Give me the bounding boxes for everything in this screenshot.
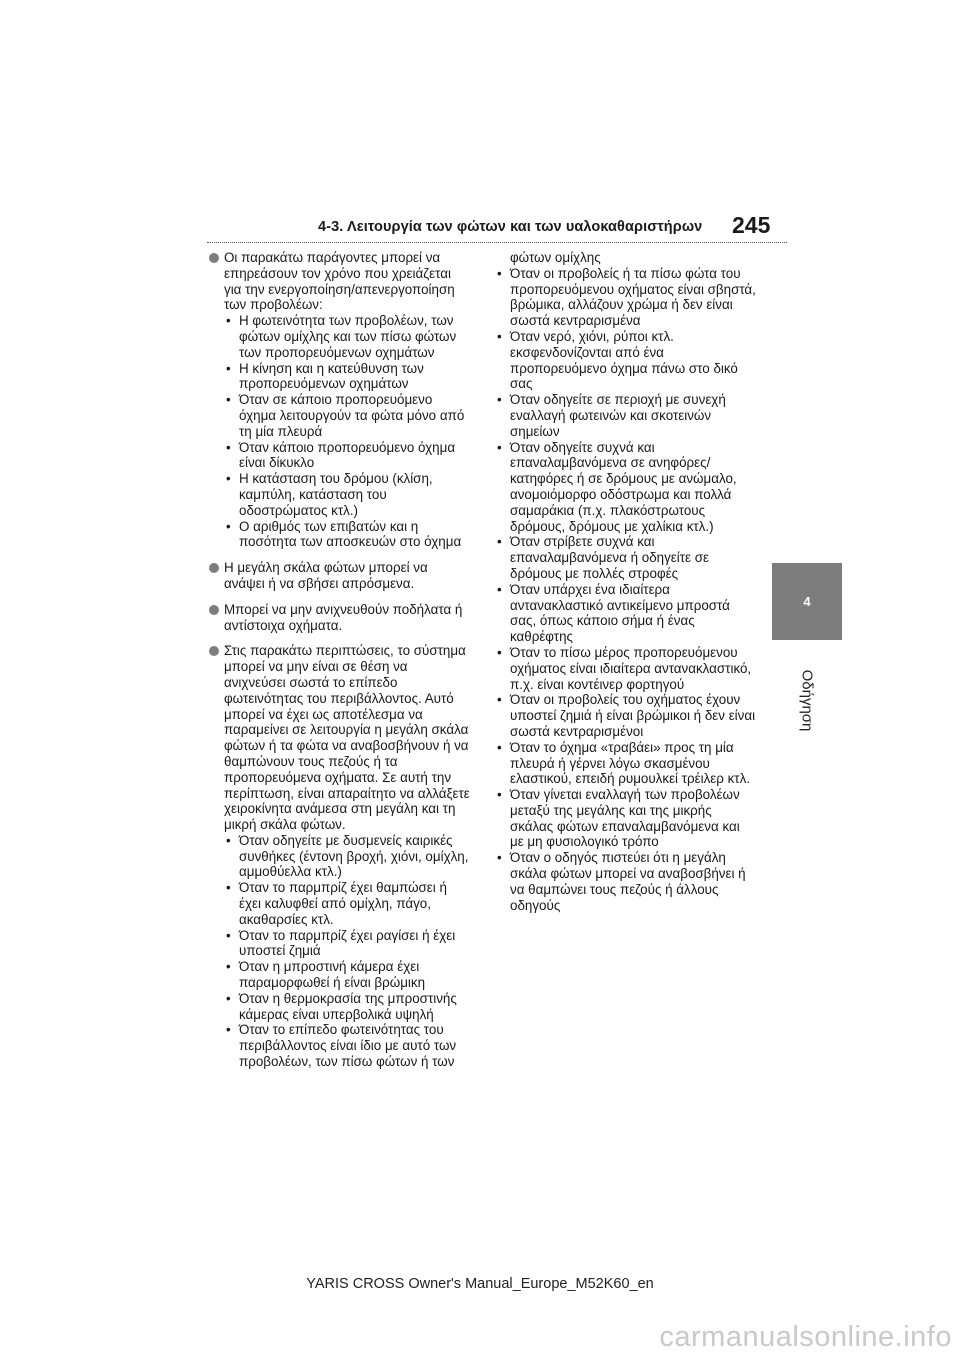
paragraph-detection-conditions [209, 643, 471, 1070]
bullet-dot-icon [209, 563, 219, 573]
paragraph-bicycles [209, 602, 471, 634]
paragraph-text: Οι παρακάτω παράγοντες μπορεί να επηρεάσουν τον χρόνο που χρειάζεται για την ενεργοποίηση/απενεργοποίηση των προβολέων: [224, 250, 455, 313]
bullet-item: • Όταν υπάρχει ένα ιδιαίτερα αντανακλαστικό αντικείμενο μπροστά σας, όπως κάποιο σήμα ή ένας καθρέφτης [495, 582, 757, 645]
bullet-item: • Όταν οι προβολείς ή τα πίσω φώτα του προπορευόμενου οχήματος είναι σβηστά, βρώμικα, αλλάζουν χρώμα ή δεν είναι σωστά κεντραρισμένα [495, 266, 757, 329]
paragraph-text: Η μεγάλη σκάλα φώτων μπορεί να ανάψει ή να σβήσει απρόσμενα. [224, 560, 428, 591]
watermark: carmanualsonline.info [659, 1321, 952, 1353]
bullet-item: • Όταν το επίπεδο φωτεινότητας του περιβάλλοντος είναι ίδιο με αυτό των προβολέων, των πίσω φώτων ή των [224, 1022, 471, 1069]
bullet-item: • Η κατάσταση του δρόμου (κλίση, καμπύλη, κατάσταση του οδοστρώματος κτλ.) [224, 471, 471, 518]
bullet-item: • Όταν το όχημα «τραβάει» προς τη μία πλευρά ή γέρνει λόγω σκασμένου ελαστικού, επειδή ρυμουλκεί τρέιλερ κτλ. [495, 740, 757, 787]
bullet-item: • Όταν οδηγείτε σε περιοχή με συνεχή εναλλαγή φωτεινών και σκοτεινών σημείων [495, 392, 757, 439]
bullet-item: • Όταν νερό, χιόνι, ρύποι κτλ. εκσφενδονίζονται από ένα προπορευόμενο όχημα πάνω στο δικό σας [495, 329, 757, 392]
bullet-item: • Όταν ο οδηγός πιστεύει ότι η μεγάλη σκάλα φώτων μπορεί να αναβοσβήνει ή να θαμπώνει τους πεζούς ή άλλους οδηγούς [495, 850, 757, 913]
bullet-item: • Ο αριθμός των επιβατών και η ποσότητα των αποσκευών στο όχημα [224, 519, 471, 551]
bullet-item: • Όταν το παρμπρίζ έχει θαμπώσει ή έχει καλυφθεί από ομίχλη, πάγο, ακαθαρσίες κτλ. [224, 880, 471, 927]
header-divider [207, 242, 787, 243]
bullet-dot-icon [209, 605, 219, 615]
chapter-label-text: Οδήγηση [798, 669, 816, 731]
bullet-dot-icon [209, 253, 219, 263]
footer-manual-id: YARIS CROSS Owner's Manual_Europe_M52K60_en [306, 1276, 654, 1292]
right-column [495, 250, 757, 913]
paragraph-high-beam [209, 560, 471, 592]
paragraph-text: Μπορεί να μην ανιχνευθούν ποδήλατα ή αντίστοιχα οχήματα. [224, 601, 463, 633]
bullet-item: • Όταν οδηγείτε συχνά και επαναλαμβανόμενα σε ανηφόρες/κατηφόρες ή σε δρόμους με ανώμαλο, ανομοιόμορφο οδόστρωμα και πολλά σαμαράκια (π.χ. πλακόστρωτους δρόμους, δρόμους με χαλίκια κτλ.) [495, 440, 757, 535]
section-header-title: 4-3. Λειτουργία των φώτων και των υαλοκαθαριστήρων [318, 219, 703, 235]
chapter-label [785, 650, 829, 750]
continuation-text: φώτων ομίχλης [510, 250, 601, 265]
page-number: 245 [732, 212, 771, 238]
bullet-item: • Όταν το παρμπρίζ έχει ραγίσει ή έχει υποστεί ζημιά [224, 928, 471, 960]
bullet-item: • Όταν στρίβετε συχνά και επαναλαμβανόμενα ή οδηγείτε σε δρόμους με πολλές στροφές [495, 534, 757, 581]
left-column [209, 250, 471, 1080]
paragraph-text: Στις παρακάτω περιπτώσεις, το σύστημα μπορεί να μην είναι σε θέση να ανιχνεύσει σωστά το επίπεδο φωτεινότητας του περιβάλλοντος. Αυτό μπορεί να έχει ως αποτέλεσμα να παραμείνει σε λειτουργία η μεγάλη σκάλα φώτων ή τα φώτα να αναβοσβήνουν ή να θαμπώνουν τους πεζούς ή τα προπορευόμενα οχήματα. Σε αυτή την περίπτωση, είναι απαραίτητο να αλλάξετε χειροκίνητα ανάμεσα στη μεγάλη και τη μικρή σκάλα φώτων. [224, 643, 470, 833]
bullet-item: • Όταν κάποιο προπορευόμενο όχημα είναι δίκυκλο [224, 440, 471, 472]
bullet-item: • Η φωτεινότητα των προβολέων, των φώτων ομίχλης και των πίσω φώτων των προπορευόμενων οχημάτων [224, 313, 471, 360]
bullet-item: • Όταν το πίσω μέρος προπορευόμενου οχήματος είναι ιδιαίτερα αντανακλαστικό, π.χ. είναι κοντέινερ φορτηγού [495, 645, 757, 692]
bullet-item: • Η κίνηση και η κατεύθυνση των προπορευόμενων οχημάτων [224, 361, 471, 393]
bullet-item: • Όταν σε κάποιο προπορευόμενο όχημα λειτουργούν τα φώτα μόνο από τη μία πλευρά [224, 392, 471, 439]
bullet-item: • Όταν οδηγείτε με δυσμενείς καιρικές συνθήκες (έντονη βροχή, χιόνι, ομίχλη, αμμοθύελλα κτλ.) [224, 833, 471, 880]
bullet-item: • Όταν η θερμοκρασία της μπροστινής κάμερας είναι υπερβολικά υψηλή [224, 991, 471, 1023]
bullet-item: • Όταν οι προβολείς του οχήματος έχουν υποστεί ζημιά ή είναι βρώμικοι ή δεν είναι σωστά κεντραρισμένοι [495, 692, 757, 739]
bullet-item: • Όταν γίνεται εναλλαγή των προβολέων μεταξύ της μεγάλης και της μικρής σκάλας φώτων επαναλαμβανόμενα και με μη φυσιολογικό τρόπο [495, 787, 757, 850]
bullet-dot-icon [209, 646, 219, 656]
paragraph-factors [209, 250, 471, 550]
chapter-tab: 4 [772, 563, 842, 640]
bullet-item: • Όταν η μπροστινή κάμερα έχει παραμορφωθεί ή είναι βρώμικη [224, 959, 471, 991]
